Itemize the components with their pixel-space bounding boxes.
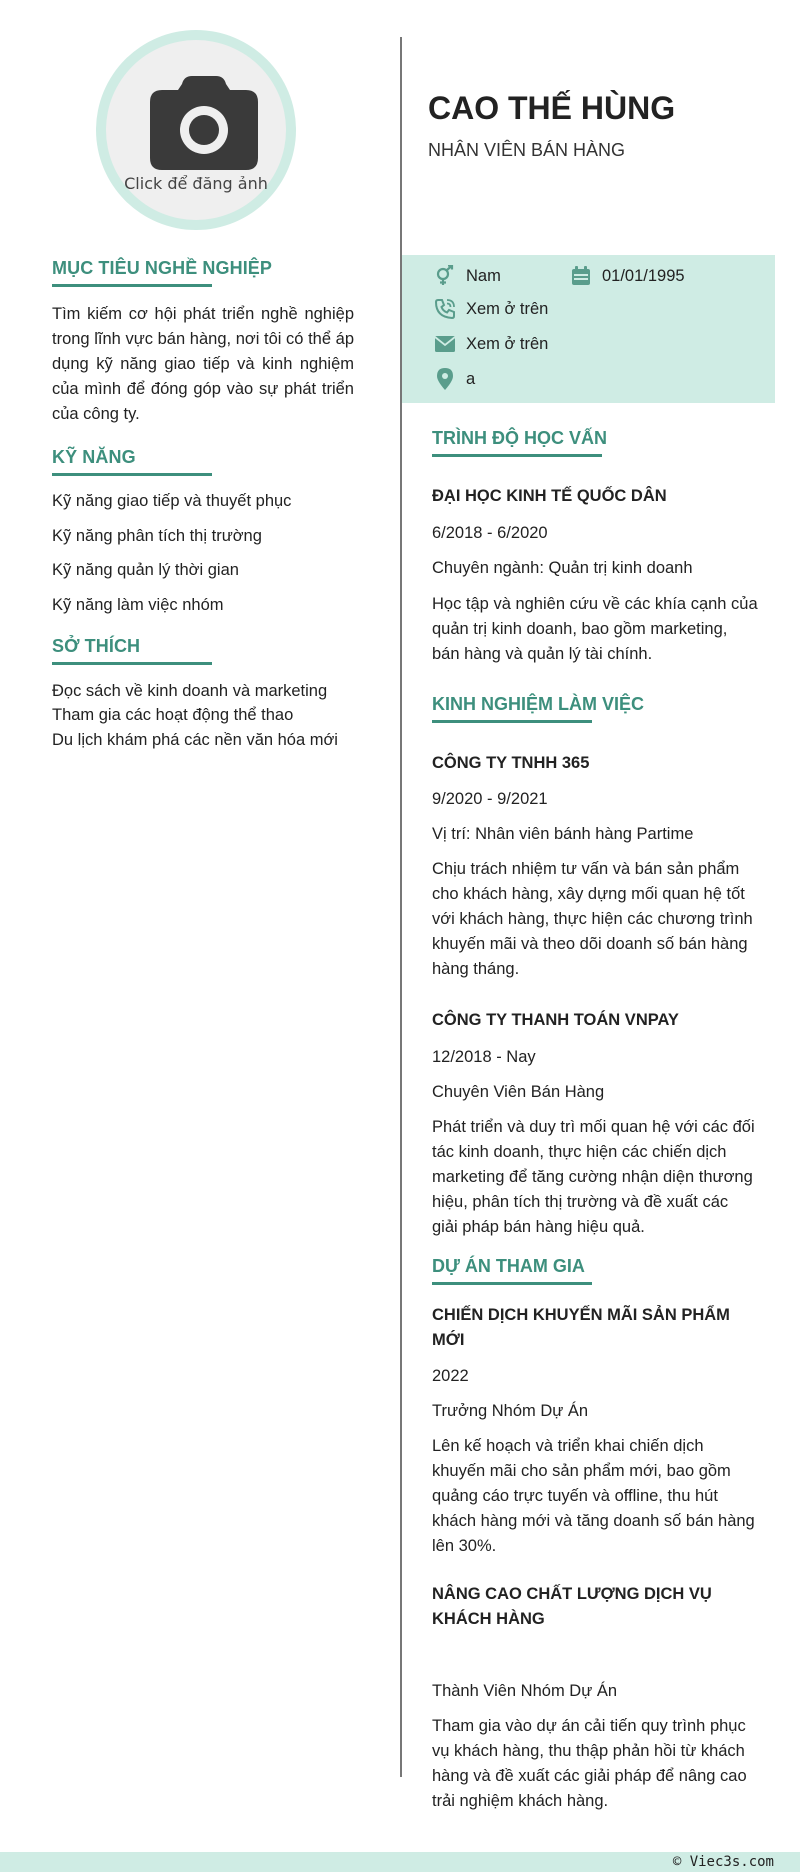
project-name: CHIẾN DỊCH KHUYẾN MÃI SẢN PHẨM MỚI: [432, 1306, 730, 1349]
skill-item: Kỹ năng làm việc nhóm: [52, 596, 224, 614]
job-period: 9/2020 - 9/2021: [432, 790, 548, 808]
address-row: [434, 368, 475, 390]
job-role: Vị trí: Nhân viên bánh hàng Partime: [432, 825, 694, 843]
email-row: [434, 333, 548, 355]
skills-title: KỸ NĂNG: [52, 447, 136, 467]
skills-underline: [52, 473, 212, 476]
project-name: NÂNG CAO CHẤT LƯỢNG DỊCH VỤ KHÁCH HÀNG: [432, 1585, 712, 1628]
calendar-icon: [570, 265, 592, 287]
phone-icon: [434, 298, 456, 320]
contact-panel: [402, 255, 775, 403]
job-description: Chịu trách nhiệm tư vấn và bán sản phẩm cho khách hàng, xây dựng mối quan hệ tốt với khách hàng, thực hiện các chương trình khuyến mãi và theo dõi doanh số bán hàng hàng tháng.: [432, 860, 753, 978]
map-pin-icon: [434, 368, 456, 390]
education-underline: [432, 454, 602, 457]
objective-text: Tìm kiếm cơ hội phát triển nghề nghiệp trong lĩnh vực bán hàng, nơi tôi có thể áp dụng kỹ năng giao tiếp và kinh nghiệm của mình để đóng góp vào sự phát triển của công ty.: [52, 305, 354, 423]
skill-item: Kỹ năng giao tiếp và thuyết phục: [52, 492, 292, 510]
experience-title: KINH NGHIỆM LÀM VIỆC: [432, 694, 645, 714]
education-description: Học tập và nghiên cứu về các khía cạnh của quản trị kinh doanh, bao gồm marketing, bán hàng và quản lý tài chính.: [432, 595, 758, 663]
project-role: Thành Viên Nhóm Dự Án: [432, 1682, 618, 1700]
job-description: Phát triển và duy trì mối quan hệ với các đối tác kinh doanh, thực hiện các chiến dịch marketing để tăng cường nhận diện thương hiệu, phân tích thị trường và đề xuất các giải pháp bán hàng hiệu quả.: [432, 1118, 755, 1236]
project-description: Lên kế hoạch và triển khai chiến dịch khuyến mãi cho sản phẩm mới, bao gồm quảng cáo trực tuyến và offline, thu hút khách hàng mới và tăng doanh số bán hàng lên 30%.: [432, 1437, 755, 1555]
avatar-caption[interactable]: Click để đăng ảnh: [124, 174, 268, 193]
projects-underline: [432, 1282, 592, 1285]
footer-credit: © Viec3s.com: [672, 1854, 774, 1870]
objective-title: MỤC TIÊU NGHỀ NGHIỆP: [52, 258, 273, 278]
job-company: CÔNG TY TNHH 365: [432, 754, 590, 772]
birthday-value: 01/01/1995: [602, 266, 685, 285]
email-value: Xem ở trên: [466, 334, 549, 353]
hobby-item: Du lịch khám phá các nền văn hóa mới: [52, 731, 338, 749]
education-period: 6/2018 - 6/2020: [432, 524, 548, 542]
hobbies-underline: [52, 662, 212, 665]
camera-icon: [150, 76, 258, 170]
address-value: a: [466, 369, 476, 388]
job-company: CÔNG TY THANH TOÁN VNPAY: [432, 1011, 679, 1029]
job-role: Chuyên Viên Bán Hàng: [432, 1083, 605, 1101]
project-year: 2022: [432, 1367, 469, 1385]
objective-underline: [52, 284, 212, 287]
skill-item: Kỹ năng quản lý thời gian: [52, 561, 239, 579]
gender-row: [434, 265, 501, 287]
hobbies-title: SỞ THÍCH: [52, 636, 141, 656]
skill-item: Kỹ năng phân tích thị trường: [52, 527, 262, 545]
candidate-name: CAO THẾ HÙNG: [428, 90, 676, 126]
job-period: 12/2018 - Nay: [432, 1048, 536, 1066]
birthday-row: [570, 265, 685, 287]
education-major: Chuyên ngành: Quản trị kinh doanh: [432, 559, 693, 577]
footer-bar: [0, 1852, 800, 1872]
avatar-upload[interactable]: [96, 30, 296, 230]
project-role: Trưởng Nhóm Dự Án: [432, 1402, 589, 1420]
project-description: Tham gia vào dự án cải tiến quy trình phục vụ khách hàng, thu thập phản hồi từ khách hàng và đề xuất các giải pháp để nâng cao trải nghiệm khách hàng.: [432, 1717, 747, 1810]
experience-underline: [432, 720, 592, 723]
hobby-item: Tham gia các hoạt động thể thao: [52, 706, 294, 724]
candidate-title: NHÂN VIÊN BÁN HÀNG: [428, 140, 626, 160]
phone-value: Xem ở trên: [466, 299, 549, 318]
education-title: TRÌNH ĐỘ HỌC VẤN: [432, 428, 607, 448]
gender-value: Nam: [466, 266, 501, 285]
projects-title: DỰ ÁN THAM GIA: [432, 1256, 585, 1276]
envelope-icon: [434, 333, 456, 355]
avatar: [106, 40, 286, 220]
hobby-item: Đọc sách về kinh doanh và marketing: [52, 682, 328, 700]
education-school: ĐẠI HỌC KINH TẾ QUỐC DÂN: [432, 487, 667, 505]
gender-icon: [434, 265, 456, 287]
phone-row: [434, 298, 548, 320]
